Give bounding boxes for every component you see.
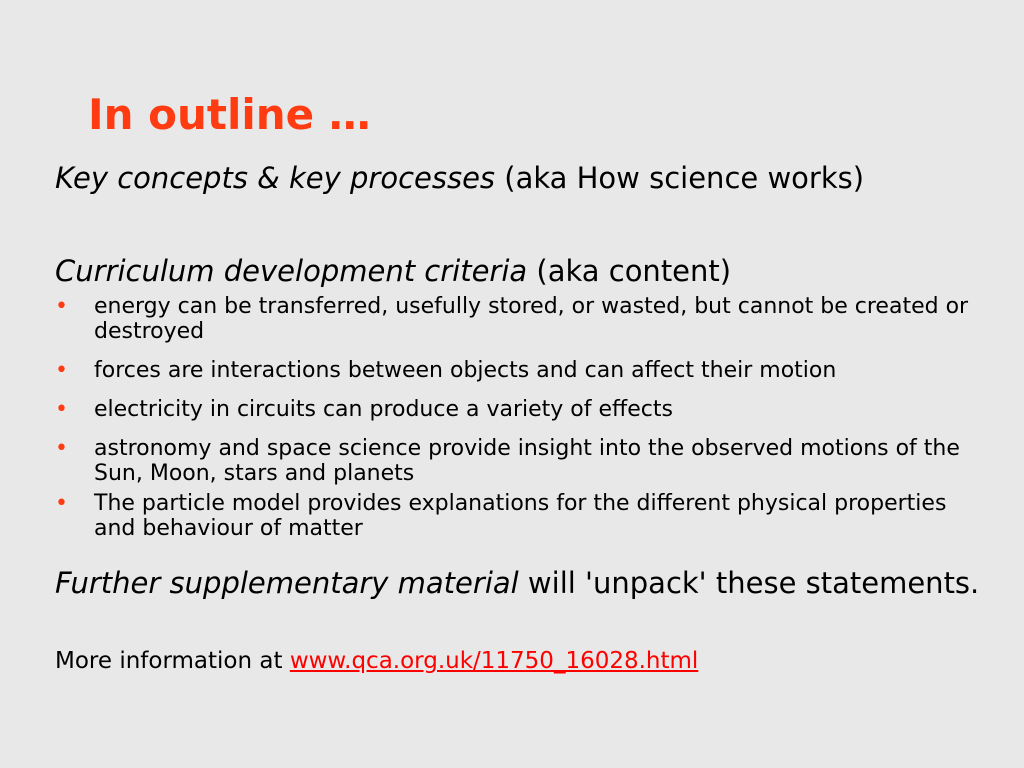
bullet-text: The particle model provides explanations for the different physical properties and behaviour of matter (94, 491, 947, 541)
bullet-text: energy can be transferred, usefully stored, or wasted, but cannot be created or destroyed (94, 294, 969, 344)
bullet-forces (55, 358, 985, 383)
bullet-electricity (55, 397, 985, 422)
supplementary-paragraph (55, 566, 1013, 600)
bullet-particle-model (55, 491, 985, 541)
more-information-prefix: More information at (55, 648, 290, 674)
bullet-dot-icon: • (55, 491, 68, 516)
criteria-bullet-list (55, 294, 985, 541)
bullet-dot-icon: • (55, 358, 68, 383)
curriculum-criteria-rest: (aka content) (527, 254, 732, 288)
curriculum-criteria-paragraph (55, 254, 1013, 288)
key-concepts-rest: (aka How science works) (495, 161, 865, 195)
bullet-dot-icon: • (55, 294, 68, 319)
bullet-text: forces are interactions between objects and can affect their motion (94, 358, 837, 383)
qca-link[interactable]: www.qca.org.uk/11750_16028.html (289, 648, 699, 674)
key-concepts-italic: Key concepts & key processes (55, 161, 496, 195)
more-information-line (55, 646, 698, 676)
bullet-dot-icon: • (55, 436, 68, 461)
bullet-energy (55, 294, 985, 344)
supplementary-rest: will 'unpack' these statements. (518, 566, 980, 600)
curriculum-criteria-italic: Curriculum development criteria (55, 254, 528, 288)
supplementary-italic: Further supplementary material (55, 566, 519, 600)
bullet-dot-icon: • (55, 397, 68, 422)
bullet-text: electricity in circuits can produce a variety of effects (94, 397, 673, 422)
key-concepts-paragraph (55, 161, 1013, 195)
bullet-text: astronomy and space science provide insight into the observed motions of the Sun, Moon, stars and planets (94, 436, 960, 486)
slide-title: In outline … (88, 90, 371, 139)
bullet-astronomy (55, 436, 985, 486)
